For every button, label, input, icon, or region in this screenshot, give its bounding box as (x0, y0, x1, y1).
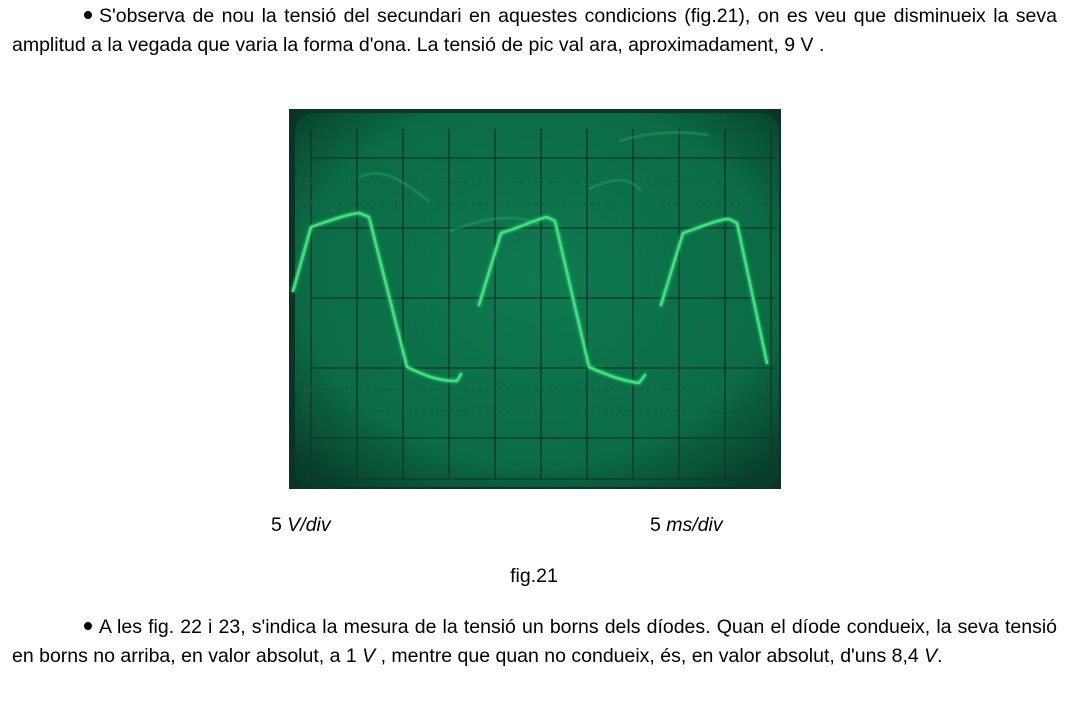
paragraph-1 (12, 2, 1057, 60)
grid-label-0: 0% (302, 407, 315, 416)
bullet-icon (84, 622, 92, 630)
vertical-scale-unit: V/div (287, 514, 331, 536)
horizontal-scale-unit: ms/div (666, 514, 723, 536)
paragraph-1-text: S'observa de nou la tensió del secundari en aquestes condicions (fig.21), on es veu que disminueix la seva amplitud a la vegada que varia la forma d'ona. La tensió de pic val ara, aproximadament, 9 V . (12, 5, 1057, 56)
grid-label-100: 100 (298, 177, 314, 186)
oscilloscope-screen-image (289, 109, 781, 489)
paragraph-2-part2: , mentre que quan no condueix, és, en valor absolut, d'uns 8,4 (375, 645, 925, 667)
paragraph-2-unit1: V (362, 645, 376, 667)
paragraph-2 (12, 613, 1057, 671)
vertical-scale-label (271, 512, 331, 538)
horizontal-scale-value: 5 (650, 514, 661, 536)
grid-label-90: 90 (302, 199, 313, 208)
paragraph-2-unit2: V (924, 645, 938, 667)
paragraph-2-part3: . (937, 645, 943, 667)
figure-caption: fig.21 (510, 565, 558, 587)
paragraph-2-part1: A les fig. 22 i 23, s'indica la mesura de la tensió un borns dels díodes. Quan el díode condueix, la seva tensió en borns no arriba, en valor absolut, a 1 (12, 616, 1057, 667)
horizontal-scale-label (650, 512, 723, 538)
grid-label-10: 10 (302, 385, 313, 394)
bullet-icon (84, 11, 92, 19)
screen (295, 113, 779, 487)
vertical-scale-value: 5 (271, 514, 282, 536)
